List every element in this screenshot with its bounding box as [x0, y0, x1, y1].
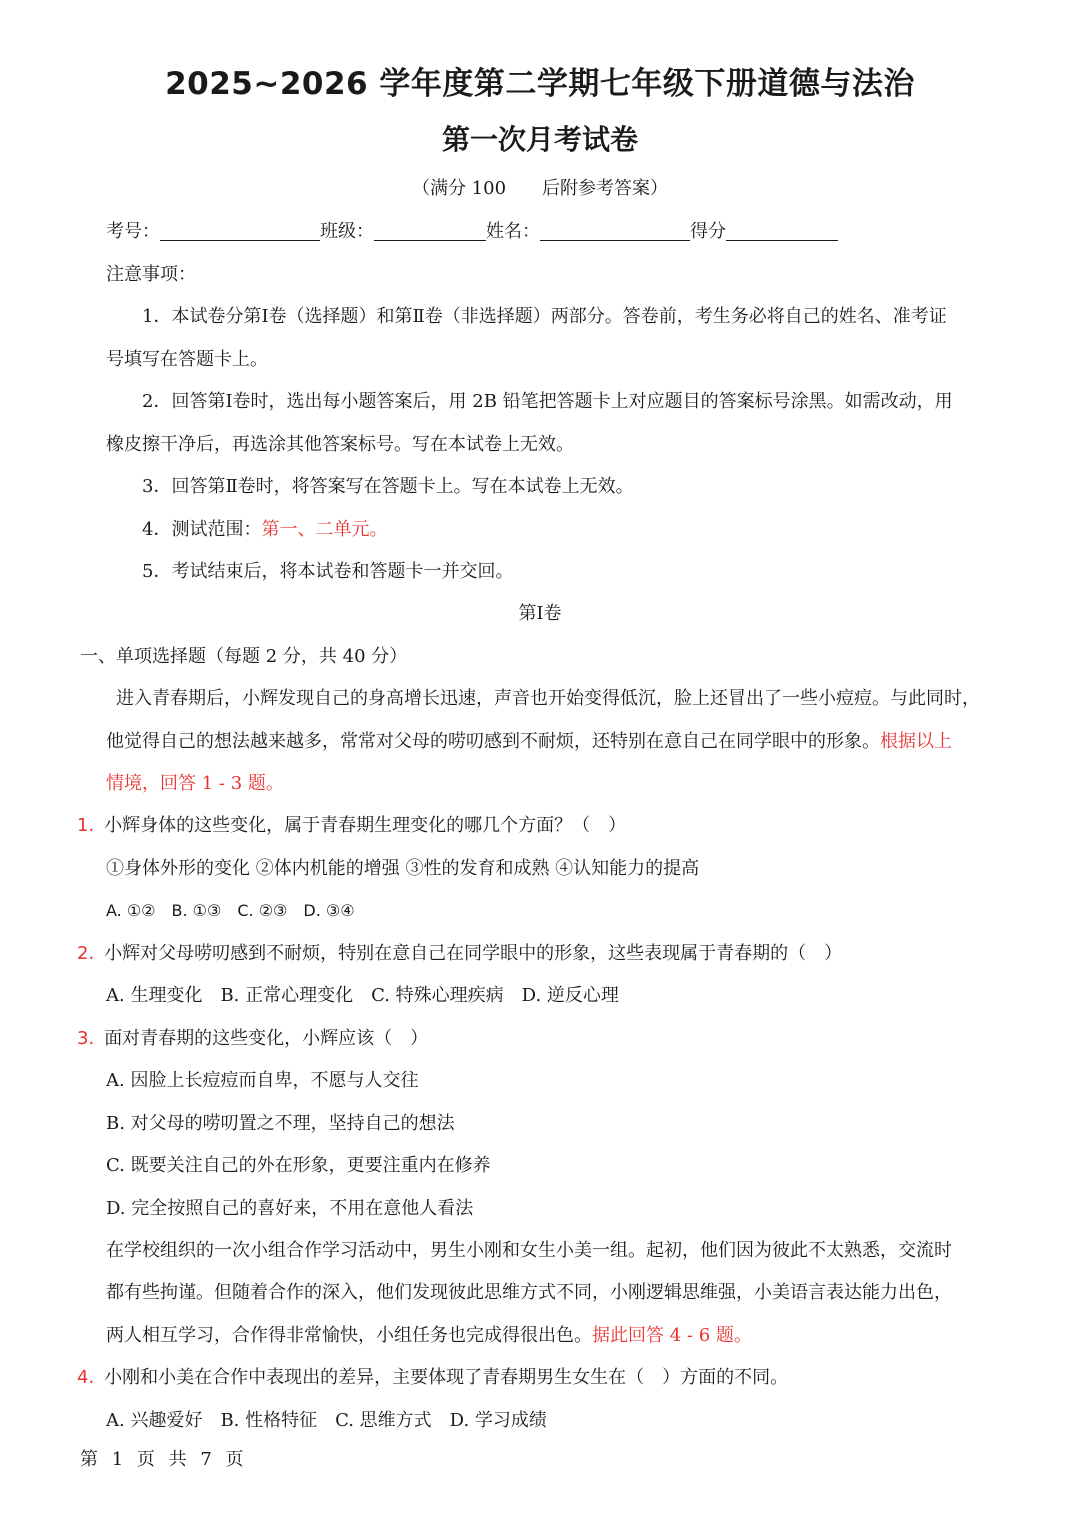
test-range: 第一、二单元。: [261, 519, 388, 540]
passage-1-text: 他觉得自己的想法越来越多，常常对父母的唠叨感到不耐烦，还特别在意自己在同学眼中的形象。: [106, 731, 880, 752]
class-field[interactable]: [374, 220, 486, 241]
question-4-stem: 小刚和小美在合作中表现出的差异，主要体现了青春期男生女生在（ ）方面的不同。: [104, 1367, 789, 1388]
notice-item-4: [142, 517, 387, 543]
passage-2-instruction: 据此回答 4 - 6 题。: [592, 1325, 752, 1346]
exam-no-field[interactable]: [160, 220, 320, 241]
question-2: [77, 941, 842, 967]
question-2-options: A. 生理变化 B. 正常心理变化 C. 特殊心理疾病 D. 逆反心理: [106, 985, 619, 1006]
question-3-option-a: A. 因脸上长痘痘而自卑，不愿与人交往: [106, 1070, 419, 1091]
question-4-options: A. 兴趣爱好 B. 性格特征 C. 思维方式 D. 学习成绩: [106, 1410, 547, 1431]
notice-item-3: 3．回答第Ⅱ卷时，将答案写在答题卡上。写在本试卷上无效。: [142, 476, 634, 497]
question-2-stem: 小辉对父母唠叨感到不耐烦，特别在意自己在同学眼中的形象，这些表现属于青春期的（ ）: [104, 943, 843, 964]
notice-item-2: 2．回答第Ⅰ卷时，选出每小题答案后，用 2B 铅笔把答题卡上对应题目的答案标号涂黑。如需改动，用: [142, 391, 953, 412]
passage-1-line-1: 进入青春期后，小辉发现自己的身高增长迅速，声音也开始变得低沉，脸上还冒出了一些小痘痘。与此同时，: [116, 688, 980, 709]
score-note: （满分 100 后附参考答案）: [411, 178, 669, 199]
class-label: 班级：: [320, 221, 374, 242]
notice-item-2-cont: 橡皮擦干净后，再选涂其他答案标号。写在本试卷上无效。: [106, 434, 574, 455]
student-info-row: [106, 219, 838, 245]
name-label: 姓名：: [486, 221, 540, 242]
passage-2-line-3: [106, 1323, 752, 1349]
question-3-stem: 面对青春期的这些变化，小辉应该（ ）: [104, 1028, 429, 1049]
section-heading: 一、单项选择题（每题 2 分，共 40 分）: [80, 646, 408, 667]
passage-1-line-2: [106, 729, 952, 755]
question-3-number: 3.: [77, 1028, 95, 1049]
question-4-number: 4.: [77, 1367, 95, 1388]
page-footer: 第 1 页 共 7 页: [80, 1449, 248, 1470]
passage-1-line-3: 情境，回答 1 - 3 题。: [106, 773, 284, 794]
name-field[interactable]: [540, 220, 690, 241]
question-1-statements: ①身体外形的变化 ②体内机能的增强 ③性的发育和成熟 ④认知能力的提高: [106, 858, 700, 879]
notice-item-1: 1．本试卷分第Ⅰ卷（选择题）和第Ⅱ卷（非选择题）两部分。答卷前，考生务必将自己的姓名、准考证: [142, 306, 947, 327]
notice-heading: 注意事项：: [106, 264, 196, 285]
passage-1-instruction: 根据以上: [880, 731, 952, 752]
question-4: [77, 1365, 788, 1391]
question-2-number: 2.: [77, 943, 95, 964]
score-field[interactable]: [726, 220, 838, 241]
passage-2-text: 两人相互学习，合作得非常愉快，小组任务也完成得很出色。: [106, 1325, 592, 1346]
notice-item-5: 5．考试结束后，将本试卷和答题卡一并交回。: [142, 561, 514, 582]
question-3: [77, 1026, 428, 1052]
question-1-options: A. ①② B. ①③ C. ②③ D. ③④: [106, 901, 355, 920]
volume-label: 第Ⅰ卷: [518, 603, 562, 624]
score-label: 得分: [690, 221, 726, 242]
question-1: [77, 813, 626, 839]
notice-item-1-cont: 号填写在答题卡上。: [106, 349, 268, 370]
question-3-option-c: C. 既要关注自己的外在形象，更要注重内在修养: [106, 1155, 491, 1176]
question-3-option-d: D. 完全按照自己的喜好来，不用在意他人看法: [106, 1198, 474, 1219]
question-3-option-b: B. 对父母的唠叨置之不理，坚持自己的想法: [106, 1113, 455, 1134]
exam-title: 2025~2026 学年度第二学期七年级下册道德与法治: [165, 66, 915, 102]
passage-2-line-1: 在学校组织的一次小组合作学习活动中，男生小刚和女生小美一组。起初，他们因为彼此不太熟悉，交流时: [106, 1240, 952, 1261]
exam-no-label: 考号：: [106, 221, 160, 242]
question-1-stem: 小辉身体的这些变化，属于青春期生理变化的哪几个方面？（ ）: [104, 815, 627, 836]
notice-item-4-label: 4．测试范围：: [142, 519, 262, 540]
passage-2-line-2: 都有些拘谨。但随着合作的深入，他们发现彼此思维方式不同，小刚逻辑思维强，小美语言表达能力出色，: [106, 1282, 952, 1303]
exam-subtitle: 第一次月考试卷: [441, 123, 638, 156]
question-1-number: 1.: [77, 815, 95, 836]
